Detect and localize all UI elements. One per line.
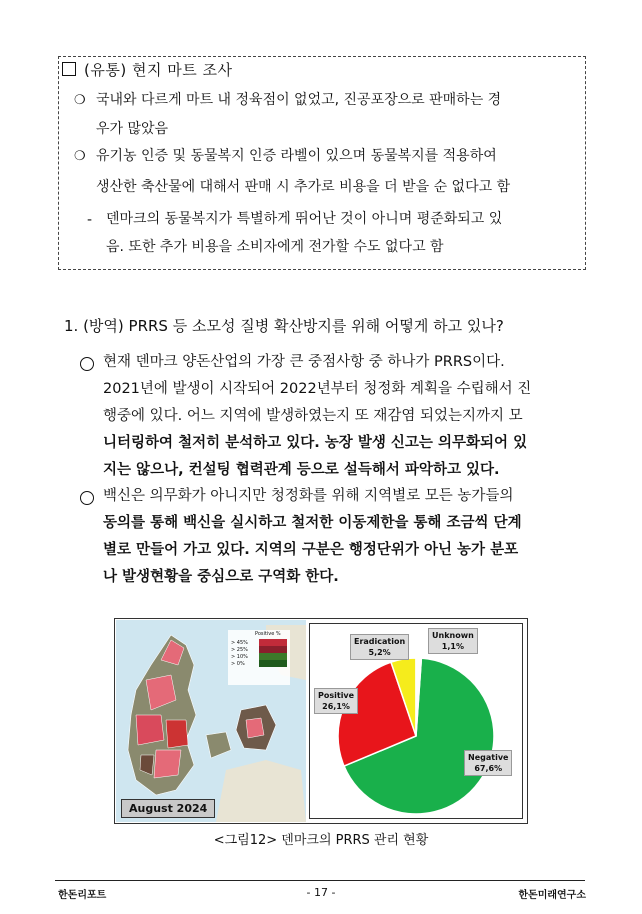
map-legend-item: > 0% — [231, 661, 245, 667]
para-line: 2021년에 발생이 시작되어 2022년부터 청정화 계획을 수립해서 진 — [103, 381, 532, 397]
page-number: - 17 - — [306, 886, 336, 899]
prrs-figure — [114, 618, 528, 824]
para-line: 동의를 통해 백신을 실시하고 철저한 이동제한을 통해 조금씩 단계 — [103, 515, 522, 531]
footer-right: 한돈미래연구소 — [518, 890, 586, 901]
slice-label: Eradication — [354, 637, 406, 646]
label-eradication — [350, 634, 409, 660]
footer-divider — [55, 880, 585, 881]
para-line: 현재 덴마크 양돈산업의 가장 큰 중점사항 중 하나가 PRRS이다. — [103, 354, 505, 370]
slice-value: 5,2% — [368, 648, 391, 657]
para-line: 지는 않으나, 컨설팅 협력관계 등으로 설득해서 파악하고 있다. — [103, 462, 500, 478]
map-legend-item: > 10% — [231, 654, 248, 660]
map-legend — [231, 640, 248, 668]
box-line: 덴마크의 동물복지가 특별하게 뛰어난 것이 아니며 평준화되고 있 — [106, 211, 503, 227]
para-line: 니터링하여 철저히 분석하고 있다. 농장 발생 신고는 의무화되어 있 — [103, 435, 528, 451]
map-date-label: August 2024 — [121, 799, 215, 818]
footer-left: 한돈리포트 — [58, 890, 107, 901]
box-line: 우가 많았음 — [96, 121, 169, 137]
para-line: 별로 만들어 가고 있다. 지역의 구분은 행정단위가 아닌 농가 분포 — [103, 542, 519, 558]
bullet-icon: ❍ — [74, 149, 86, 164]
pie-chart — [310, 624, 522, 818]
para-line: 백신은 의무화가 아니지만 청정화를 위해 지역별로 모든 농가들의 — [103, 488, 514, 504]
checkbox-icon — [62, 62, 76, 76]
label-positive — [314, 688, 358, 714]
label-unknown — [428, 628, 478, 654]
slice-value: 1,1% — [441, 642, 464, 651]
map-legend-title: Positive % — [255, 631, 281, 637]
section-heading: 1. (방역) PRRS 등 소모성 질병 확산방지를 위해 어떻게 하고 있나? — [64, 317, 504, 335]
para-line: 행중에 있다. 어느 지역에 발생하였는지 또 재감염 되었는지까지 모 — [103, 408, 523, 424]
box-title-text: (유통) 현지 마트 조사 — [84, 61, 233, 79]
box-line: 음. 또한 추가 비용을 소비자에게 전가할 수도 없다고 함 — [106, 239, 444, 255]
circle-bullet-icon — [80, 491, 94, 505]
box-line: 유기농 인증 및 동물복지 인증 라벨이 있으며 동물복지를 적용하여 — [96, 148, 497, 164]
map-legend-item: > 45% — [231, 640, 248, 646]
figure-caption: <그림12> 덴마크의 PRRS 관리 현황 — [213, 833, 429, 848]
bullet-icon: ❍ — [74, 93, 86, 108]
slice-label: Negative — [468, 753, 509, 762]
box-line: 국내와 다르게 마트 내 정육점이 없었고, 진공포장으로 판매하는 경 — [96, 92, 502, 108]
circle-bullet-icon — [80, 357, 94, 371]
slice-label: Unknown — [432, 631, 474, 640]
box-line: 생산한 축산물에 대해서 판매 시 추가로 비용을 더 받을 순 없다고 함 — [96, 179, 511, 195]
slice-value: 26,1% — [322, 702, 350, 711]
slice-label: Positive — [318, 691, 355, 700]
slice-value: 67,6% — [474, 764, 503, 773]
dash-bullet: - — [87, 212, 93, 228]
map-legend-swatches — [259, 639, 287, 669]
pie-panel — [309, 623, 523, 819]
box-title — [62, 59, 232, 80]
para-line: 나 발생현황을 중심으로 구역화 한다. — [103, 569, 339, 585]
label-negative — [464, 750, 512, 776]
map-legend-item: > 25% — [231, 647, 248, 653]
